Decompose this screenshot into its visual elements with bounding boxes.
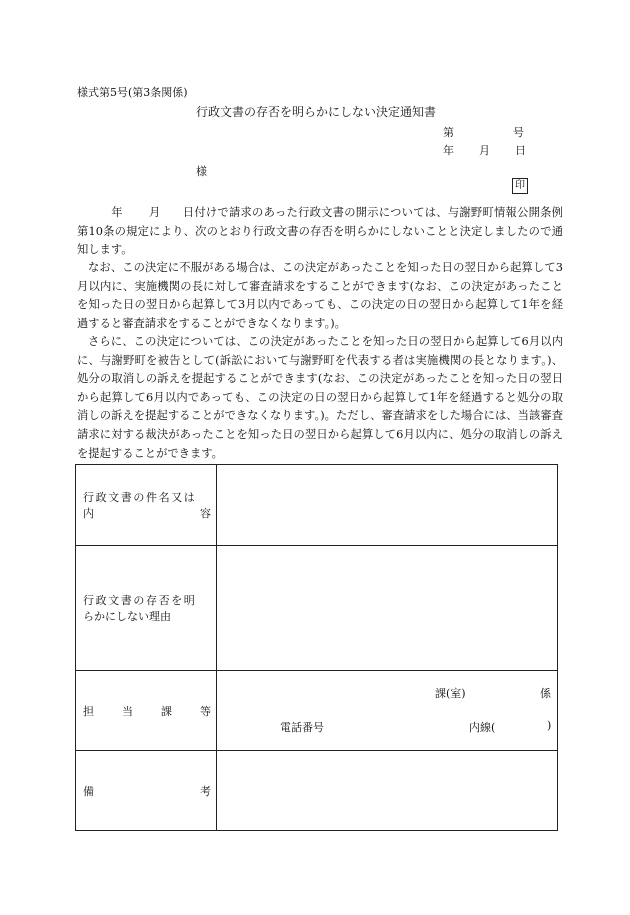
field-document-name[interactable] (217, 465, 558, 546)
department-label-char: 担 (83, 704, 94, 718)
table-row-remarks (76, 751, 558, 831)
department-label-char: 当 (122, 704, 133, 718)
label-department (76, 671, 217, 751)
seal-mark: 印 (512, 178, 528, 194)
extension-close: ) (547, 719, 552, 732)
table-row-reason (76, 546, 558, 671)
extension-label: 内線( (469, 721, 496, 734)
section-label: 課(室) (435, 687, 466, 700)
field-reason[interactable] (217, 546, 558, 671)
document-title: 行政文書の存否を明らかにしない決定通知書 (196, 105, 437, 119)
p1-year: 年 (111, 206, 123, 219)
department-label-char: 等 (200, 704, 211, 718)
table-row-department (76, 671, 558, 751)
label-reason: 行政文書の存否を明 らかにしない理由 (76, 546, 217, 671)
body-paragraph-2: なお、この決定に不服がある場合は、この決定があったことを知った日の翌日から起算して3月以内に、実施機関の長に対して審査請求をすることができます(なお、この決定があったことを知った日の翌日から起算して3月以内であっても、この決定の日の翌日から起算して1年を経過すると審査請求をすることができなくなります。)。 (77, 261, 563, 330)
phone-label: 電話番号 (280, 721, 324, 734)
department-label-char: 課 (161, 704, 172, 718)
p1-text: 日付けで請求のあった行政文書の開示については、与謝野町情報公開条例第10条の規定により、次のとおり行政文書の存否を明らかにしないことと決定しましたので通知します。 (77, 206, 563, 257)
field-remarks[interactable] (217, 751, 558, 831)
form-number: 様式第5号(第3条関係) (77, 86, 188, 99)
date-year-label: 年 (443, 144, 454, 157)
addressee-suffix: 様 (196, 165, 207, 178)
date-month-label: 月 (479, 144, 490, 157)
body-paragraph-3: さらに、この決定については、この決定があったことを知った日の翌日から起算して6月以内に、与謝野町を被告として(訴訟において与謝野町を代表する者は実施機関の長となります。)、処分の取消しの訴えを提起することができます(なお、この決定があったことを知った日の翌日から起算して6月以内であっても、この決定の日の翌日から起算して1年を経過すると処分の取消しの訴えを提起することができなくなります。)。ただし、審査請求をした場合には、当該審査請求に対する裁決があったことを知った日の翌日から起算して6月以内に、処分の取消しの訴えを提起することができます。 (77, 335, 563, 460)
info-table (75, 464, 558, 831)
doc-number-prefix: 第 (443, 126, 454, 139)
label-remarks: 備 考 (76, 751, 217, 831)
table-row-document-name (76, 465, 558, 546)
field-department[interactable] (217, 671, 558, 751)
label-document-name: 行政文書の件名又は 内 容 (76, 465, 217, 546)
p1-month: 月 (148, 206, 161, 219)
date-day-label: 日 (515, 144, 526, 157)
body-paragraph-1 (77, 204, 563, 260)
unit-label: 係 (540, 687, 551, 700)
doc-number-suffix: 号 (513, 126, 524, 139)
